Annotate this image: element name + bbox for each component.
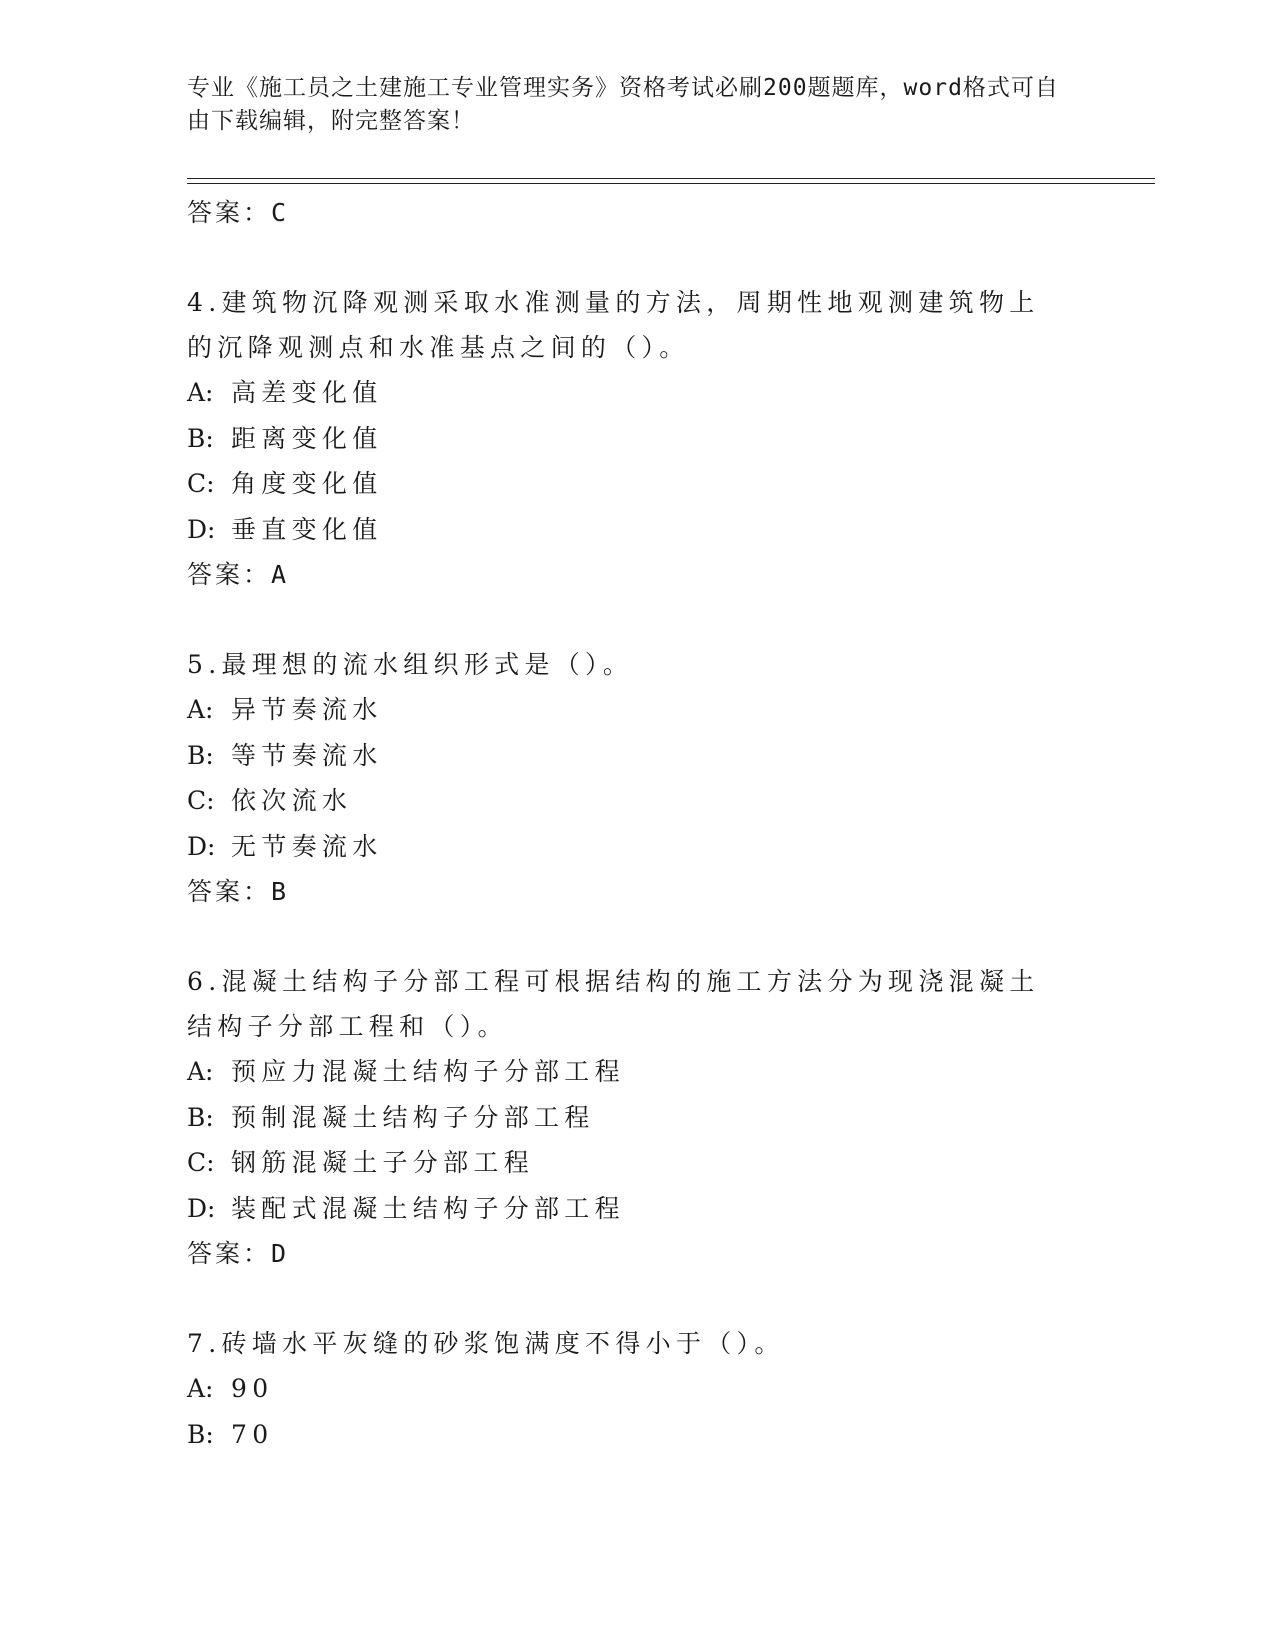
option-key: A: <box>187 1057 214 1086</box>
option-text: 角度变化值 <box>231 469 383 498</box>
option-key: D: <box>187 514 216 544</box>
question-stem: 4.建筑物沉降观测采取水准测量的方法，周期性地观测建筑物上的沉降观测点和水准基点之间的（）。 <box>187 288 1040 362</box>
option-key: B: <box>187 1419 214 1449</box>
answer-label: 答案： <box>187 198 272 227</box>
option-text: 90 <box>231 1374 274 1403</box>
option-text: 装配式混凝土结构子分部工程 <box>231 1193 625 1223</box>
option-text: 无节奏流水 <box>231 831 383 861</box>
option-key: D: <box>187 831 216 861</box>
option-a <box>187 1049 1087 1095</box>
answer-line <box>187 190 1087 236</box>
option-a <box>187 370 1087 416</box>
answer-line <box>187 1231 1087 1277</box>
option-b <box>187 1095 1087 1141</box>
question-6 <box>187 959 1087 1277</box>
answer-value: B <box>271 877 288 906</box>
option-text: 等节奏流水 <box>231 740 383 770</box>
question-stem: 5.最理想的流水组织形式是（）。 <box>187 650 634 679</box>
option-c <box>187 1140 1087 1186</box>
option-c <box>187 778 1087 824</box>
answer-value: A <box>271 560 288 589</box>
option-b <box>187 1412 1087 1458</box>
option-a <box>187 1366 1087 1412</box>
question-stem: 6.混凝土结构子分部工程可根据结构的施工方法分为现浇混凝土结构子分部工程和（）。 <box>187 967 1040 1041</box>
header-divider-top <box>187 178 1155 179</box>
option-text: 70 <box>231 1419 274 1449</box>
option-text: 距离变化值 <box>231 423 383 453</box>
option-text: 异节奏流水 <box>231 695 383 724</box>
option-key: B: <box>187 1102 214 1132</box>
option-b <box>187 416 1087 462</box>
option-key: B: <box>187 423 214 453</box>
question-4 <box>187 280 1087 598</box>
answer-label: 答案： <box>187 1239 272 1268</box>
option-d <box>187 1186 1087 1232</box>
option-key: A: <box>187 1374 214 1403</box>
answer-line <box>187 552 1087 598</box>
answer-value: D <box>271 1239 288 1268</box>
option-key: A: <box>187 378 214 407</box>
option-d <box>187 824 1087 870</box>
answer-line <box>187 869 1087 915</box>
option-key: A: <box>187 695 214 724</box>
option-key: B: <box>187 740 214 770</box>
option-c <box>187 461 1087 507</box>
document-body <box>187 190 1087 1457</box>
option-b <box>187 733 1087 779</box>
answer-label: 答案： <box>187 877 272 906</box>
question-stem: 7.砖墙水平灰缝的砂浆饱满度不得小于（）。 <box>187 1329 785 1358</box>
question-7 <box>187 1321 1087 1457</box>
option-key: C: <box>187 1148 215 1177</box>
option-text: 垂直变化值 <box>231 514 383 544</box>
option-text: 预应力混凝土结构子分部工程 <box>231 1057 625 1086</box>
option-text: 钢筋混凝土子分部工程 <box>231 1148 535 1177</box>
answer-value: C <box>271 198 288 227</box>
option-a <box>187 687 1087 733</box>
option-key: C: <box>187 469 215 498</box>
option-d <box>187 507 1087 553</box>
document-header: 专业《施工员之土建施工专业管理实务》资格考试必刷200题题库，word格式可自由下载编辑，附完整答案！ <box>187 75 1059 134</box>
option-text: 依次流水 <box>231 786 353 815</box>
option-text: 预制混凝土结构子分部工程 <box>231 1102 595 1132</box>
option-key: C: <box>187 786 215 815</box>
answer-label: 答案： <box>187 560 272 589</box>
option-text: 高差变化值 <box>231 378 383 407</box>
header-divider-bottom <box>187 183 1155 184</box>
question-5 <box>187 642 1087 915</box>
option-key: D: <box>187 1193 216 1223</box>
